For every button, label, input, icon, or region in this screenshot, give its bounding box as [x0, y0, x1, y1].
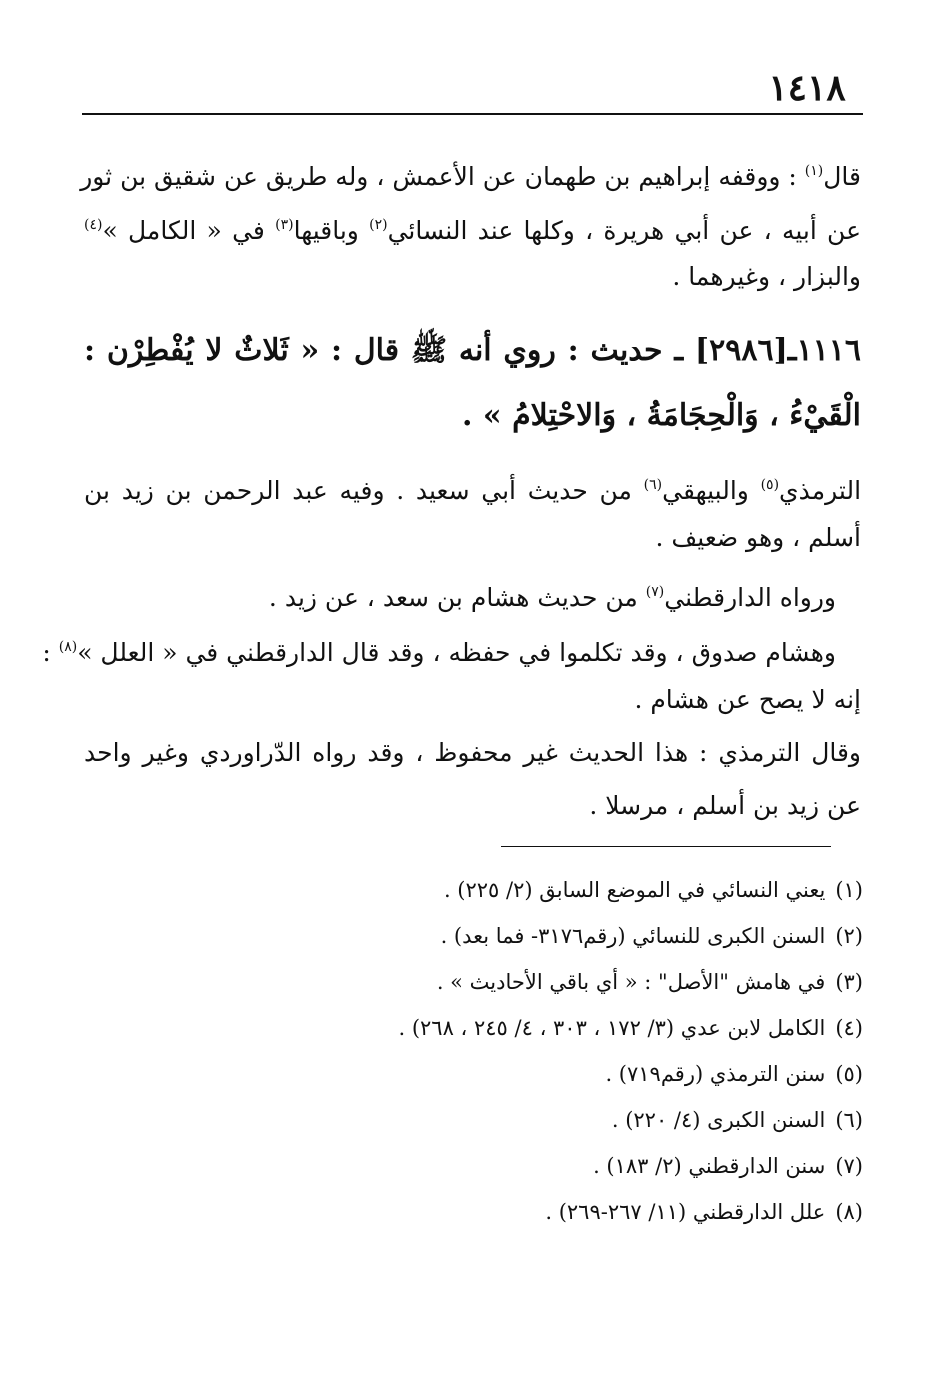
paragraph-2-line-2: أسلم ، وهو ضعيف .	[655, 523, 861, 552]
page-number: ١٤١٨	[768, 67, 846, 109]
paragraph-5-line-2: عن زيد بن أسلم ، مرسلا .	[589, 791, 861, 820]
footnote-8: (٨)علل الدارقطني (١١/ ٢٦٧-٢٦٩) .	[545, 1200, 863, 1224]
paragraph-5-line-1: وقال الترمذي : هذا الحديث غير محفوظ ، وقد رواه الدّراوردي وغير واحد	[84, 738, 861, 767]
footnote-ref-8[interactable]: (٨)	[58, 639, 78, 655]
footnote-ref-2[interactable]: (٢)	[369, 217, 388, 233]
paragraph-2-line-1: الترمذي$^{(٥)}$ والبيهقي$^{(٦)}$ من حديث أبي سعيد . وفيه عبد الرحمن بن زيد بن	[84, 476, 862, 505]
hadith-title-line-2: الْقَيْءُ ، وَالْحِجَامَةُ ، وَالاحْتِلامُ » .	[462, 398, 861, 433]
footnote-ref-6[interactable]: (٦)	[643, 477, 663, 493]
paragraph-4-line-2: إنه لا يصح عن هشام .	[634, 685, 861, 714]
footnote-2: (٢)السنن الكبرى للنسائي (رقم٣١٧٦- فما بعد) .	[440, 924, 863, 948]
paragraph-1-line-3: والبزار ، وغيرهما .	[672, 262, 861, 291]
paragraph-3-line-1: ورواه الدارقطني$^{(٧)}$ من حديث هشام بن سعد ، عن زيد .	[268, 583, 836, 612]
footnote-ref-5[interactable]: (٥)	[760, 477, 780, 493]
header-rule	[82, 113, 863, 115]
footnote-6: (٦)السنن الكبرى (٤/ ٢٢٠) .	[611, 1108, 863, 1132]
footnote-rule	[501, 846, 831, 847]
footnote-3: (٣)في هامش "الأصل" : « أي باقي الأحاديث » .	[436, 970, 863, 994]
paragraph-4-line-1: وهشام صدوق ، وقد تكلموا في حفظه ، وقد قال الدارقطني في « العلل »$^{(٨)}$ :	[42, 638, 836, 667]
paragraph-1-line-1: قال$^{(١)}$ : ووقفه إبراهيم بن طهمان عن الأعمش ، وله طريق عن شقيق بن ثور	[80, 162, 861, 191]
footnote-ref-7[interactable]: (٧)	[645, 584, 665, 600]
footnote-7: (٧)سنن الدارقطني (٢/ ١٨٣) .	[593, 1154, 863, 1178]
paragraph-1-line-2: عن أبيه ، عن أبي هريرة ، وكلها عند النسائي$^{(٢)}$ وباقيها$^{(٣)}$ في « الكامل »$^{(٤)}$	[84, 216, 861, 245]
footnote-ref-3[interactable]: (٣)	[275, 217, 294, 233]
footnote-5: (٥)سنن الترمذي (رقم٧١٩) .	[605, 1062, 863, 1086]
footnote-ref-4[interactable]: (٤)	[84, 217, 103, 233]
hadith-title-line-1: ١١١٦ـ[٢٩٨٦] ـ حديث : روي أنه ﷺ قال : « ثَلاثٌ لا يُفْطِرْن :	[84, 333, 861, 368]
footnote-ref-1[interactable]: (١)	[804, 163, 824, 179]
footnote-1: (١)يعني النسائي في الموضع السابق (٢/ ٢٢٥) .	[443, 878, 863, 902]
footnote-4: (٤)الكامل لابن عدي (٣/ ١٧٢ ، ٣٠٣ ، ٤/ ٢٤٥ ، ٢٦٨) .	[398, 1016, 863, 1040]
